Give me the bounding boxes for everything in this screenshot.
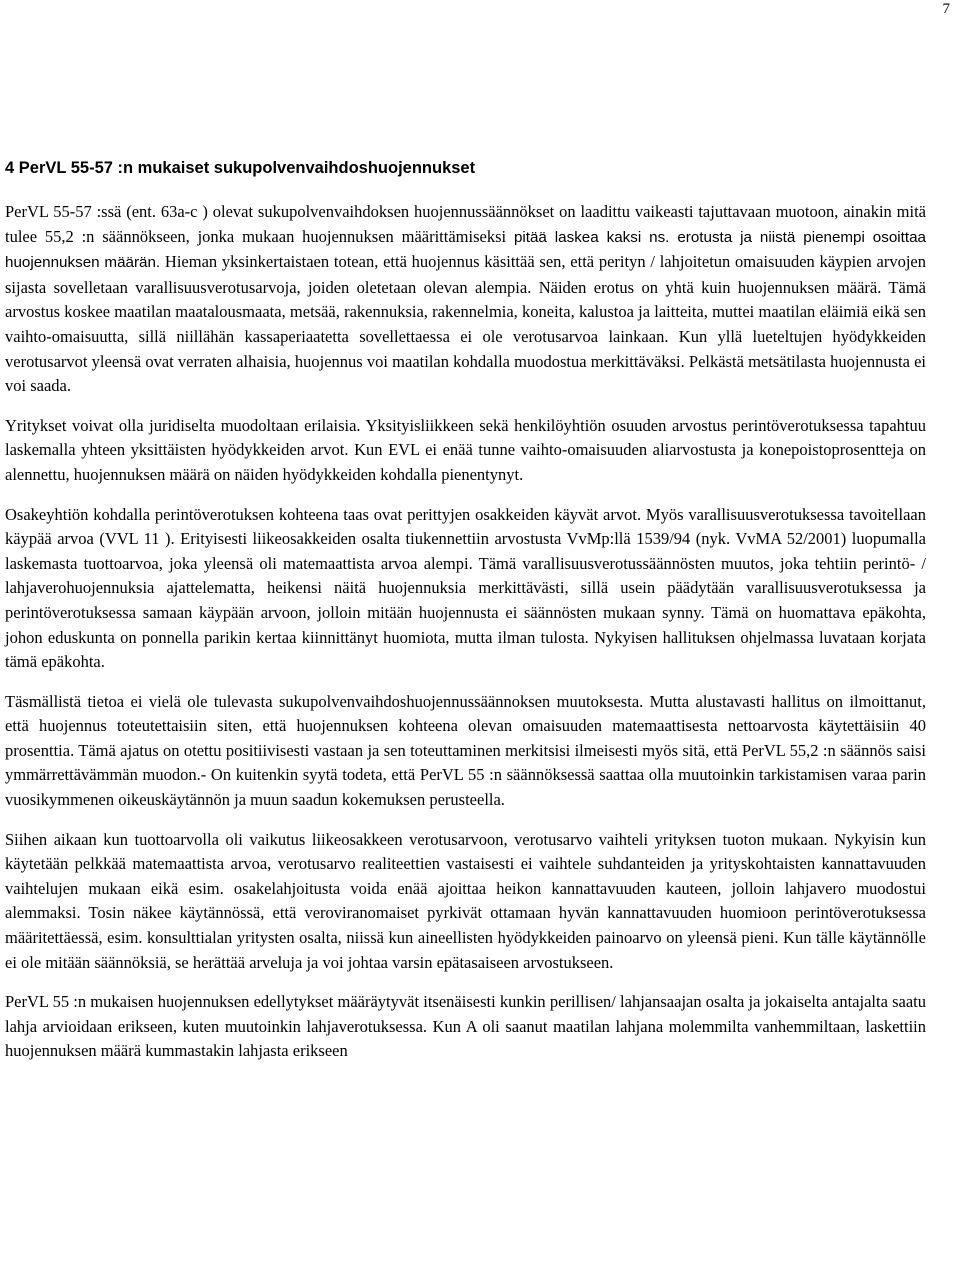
document-body: [5, 156, 926, 1079]
paragraph-3: Osakeyhtiön kohdalla perintöverotuksen kohteena taas ovat perittyjen osakkeiden käyvät arvot. Myös varallisuusverotuksessa tavoitellaan käypää arvoa (VVL 11 ). Erityisesti liikeosakkeiden osalta tiukennettiin arvostusta VvMp:llä 1539/94 (nyk. VvMA 52/2001) luopumalla laskemasta tuottoarvoa, joka yleensä oli matemaattista arvoa alempi. Tämä varallisuusverotussäännösten muutos, joka tehtiin perintö- / lahjaverohuojennuksia ajattelematta, heikensi näitä huojennuksia merkittävästi, sillä usein päädytään varallisuusverotuksessa ja perintöverotuksessa samaan käypään arvoon, jolloin mitään huojennusta ei säännösten mukaan synny. Tämä on huomattava epäkohta, johon eduskunta on ponnella parikin kertaa kiinnittänyt huomiota, mutta ilman tulosta. Nykyisen hallituksen ohjelmassa luvataan korjata tämä epäkohta.: [5, 504, 926, 672]
paragraph-2: Yritykset voivat olla juridiselta muodoltaan erilaisia. Yksityisliikkeen sekä henkilöyhtiön osuuden arvostus perintöverotuksessa tapahtuu laskemalla yhteen yksittäisten hyödykkeiden arvot. Kun EVL ei enää tunne vaihto-omaisuuden aliarvostusta ja konepoistoprosentteja on alennettu, huojennuksen määrä on näiden hyödykkeiden kohdalla pienentynyt.: [5, 415, 926, 484]
paragraph-1-sans-segment: pitää laskea kaksi ns. erotusta ja niistä pienempi osoittaa huojennuksen määrän.: [5, 228, 926, 272]
section-heading: 4 PerVL 55-57 :n mukaiset sukupolvenvaihdoshuojennukset: [5, 159, 476, 177]
paragraph-4: Täsmällistä tietoa ei vielä ole tulevasta sukupolvenvaihdoshuojennussäännoksen muutoksesta. Mutta alustavasti hallitus on ilmoittanut, että huojennus toteutettaisiin siten, että huojennuksen kohteena olevan omaisuuden matemaattisesta nettoarvosta käytettäisiin 40 prosenttia. Tämä ajatus on otettu positiivisesti vastaan ja sen toteuttaminen merkitsisi ilmeisesti myös sitä, että PerVL 55,2 :n säännös saisi ymmärrettävämmän muodon.- On kuitenkin syytä todeta, että PerVL 55 :n säännöksessä saattaa olla muutoinkin tarkistamisen varaa parin vuosikymmenen oikeuskäytännön ja muun saadun kokemuksen perusteella.: [5, 691, 926, 810]
paragraph-6: PerVL 55 :n mukaisen huojennuksen edellytykset määräytyvät itsenäisesti kunkin perillisen/ lahjansaajan osalta ja jokaiselta antajalta saatu lahja arvioidaan erikseen, kuten muutoinkin lahjaverotuksessa. Kun A oli saanut maatilan lahjana molemmilta vanhemmiltaan, laskettiin huojennuksen määrä kummastakin lahjasta erikseen: [5, 992, 926, 1061]
page-number: 7: [942, 1, 950, 17]
paragraph-1-text-b: Hieman yksinkertaistaen totean, että huojennus käsittää sen, että perityn / lahjoitetun omaisuuden käypien arvojen sijasta sovelletaan varallisuusverotusarvoja, joiden oletetaan olevan alempia. Näiden erotus on yhtä kuin huojennuksen määrä. Tämä arvostus koskee maatilan maatalousmaata, metsää, rakennuksia, rakennelmia, koneita, kalustoa ja laitteita, muttei maatilan eläimiä eikä sen vaihto-omaisuutta, sillä niillähän kassaperiaatetta sovellettaessa ei ole verotusarvoa lainkaan. Kun yllä lueteltujen hyödykkeiden verotusarvot yleensä ovat verraten alhaisia, huojennus voi maatilan kohdalla muodostua merkittäväksi. Pelkästä metsätilasta huojennusta ei voi saada.: [5, 252, 926, 396]
paragraph-5: Siihen aikaan kun tuottoarvolla oli vaikutus liikeosakkeen verotusarvoon, verotusarvo vaihteli yrityksen tuoton mukaan. Nykyisin kun käytetään pelkkää matemaattista arvoa, verotusarvo realiteettien vastaisesti ei vaihtele suhdanteiden ja yrityskohtaisten kannattavuuden vaihtelujen mukaan eikä esim. osakelahjoitusta voida enää ajoittaa heikon kannattavuuden kauteen, jolloin lahjavero muodostui alemmaksi. Tosin näkee käytännössä, että veroviranomaiset pyrkivät ottamaan hyvän kannattavuuden huomioon perintöverotuksessa määritettäessä, esim. konsulttialan yritysten osalta, niissä kun aineellisten hyödykkeiden painoarvo on yleensä pieni. Kun tälle käytännölle ei ole mitään säännöksiä, se herättää arveluja ja voi johtaa varsin epätasaiseen arvostukseen.: [5, 829, 926, 972]
paragraph-1-text-a: PerVL 55-57 :ssä (ent. 63a-c ) olevat sukupolvenvaihdoksen huojennussäännökset on laadittu vaikeasti tajuttavaan muotoon, ainakin mitä tulee 55,2 :n säännökseen, jonka mukaan huojennuksen määrittämiseksi: [5, 202, 926, 246]
paragraph-1: [5, 200, 926, 399]
